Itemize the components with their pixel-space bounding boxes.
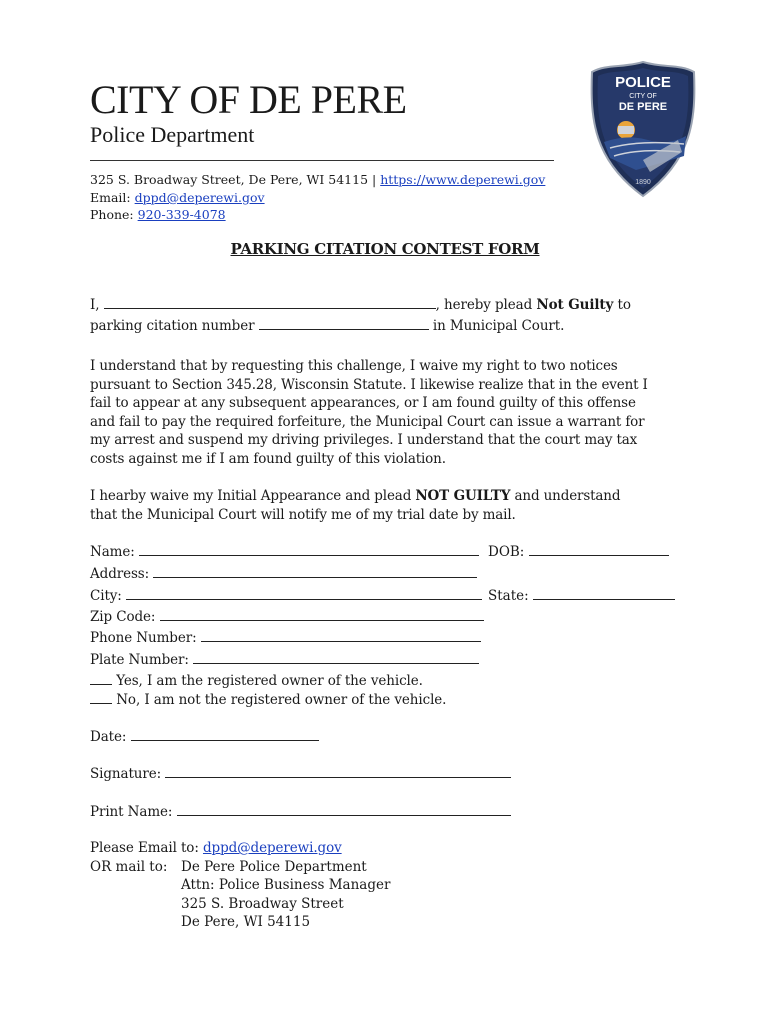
not-guilty-bold: NOT GUILTY — [415, 488, 511, 504]
seal-name: DE PERE — [618, 101, 668, 113]
state-label: State: — [488, 588, 533, 604]
signature-label: Signature: — [90, 766, 166, 782]
city-blank[interactable] — [126, 587, 482, 600]
plea-text: , hereby plead — [435, 297, 537, 313]
initial-appearance-end: and understand — [510, 488, 621, 504]
phone-label: Phone: — [90, 207, 138, 222]
plate-field — [90, 651, 479, 668]
owner-no-blank[interactable] — [90, 691, 112, 704]
not-guilty-text: Not Guilty — [536, 297, 614, 313]
signature-blank[interactable] — [165, 765, 511, 778]
seal-city-of: CITY OF — [629, 93, 657, 100]
plea-line-2 — [90, 317, 564, 334]
phone-link[interactable]: 920-339-4078 — [137, 207, 226, 222]
initial-appearance-line — [90, 487, 690, 506]
waiver-line: fail to appear at any subsequent appearances, or I am found guilty of this offense — [90, 395, 636, 412]
phone-blank[interactable] — [201, 629, 481, 642]
dob-blank[interactable] — [529, 543, 669, 556]
header-email-link[interactable]: dppd@deperewi.gov — [134, 190, 265, 205]
mail-line-department: De Pere Police Department — [181, 859, 367, 875]
initial-appearance-paragraph — [90, 487, 690, 524]
mail-label: OR mail to: — [90, 859, 168, 875]
signature-field — [90, 765, 511, 782]
date-blank[interactable] — [131, 728, 319, 741]
email-instructions — [90, 840, 342, 856]
address-label: Address: — [90, 566, 154, 582]
phone-line — [90, 207, 226, 222]
city-field — [90, 587, 482, 604]
address-line — [90, 172, 545, 187]
mail-line-city: De Pere, WI 54115 — [181, 914, 311, 930]
form-title: PARKING CITATION CONTEST FORM — [230, 240, 540, 258]
seal-year: 1890 — [635, 179, 651, 186]
waiver-line: pursuant to Section 345.28, Wisconsin Statute. I likewise realize that in the event I — [90, 376, 648, 393]
owner-yes-option — [90, 672, 423, 689]
date-field — [90, 728, 319, 745]
plea-name-blank[interactable] — [104, 296, 436, 309]
print-name-field — [90, 803, 511, 820]
owner-no-label: No, I am not the registered owner of the vehicle. — [116, 692, 447, 708]
name-blank[interactable] — [139, 543, 479, 556]
state-field — [488, 587, 675, 604]
municipal-court-text: in Municipal Court. — [428, 318, 565, 334]
email-line — [90, 190, 265, 205]
phone-field-label: Phone Number: — [90, 630, 201, 646]
mail-line-attn: Attn: Police Business Manager — [181, 877, 391, 893]
plea-prefix: I, — [90, 297, 104, 313]
owner-no-option — [90, 691, 446, 708]
date-label: Date: — [90, 729, 131, 745]
waiver-paragraph — [90, 357, 690, 469]
address-text: 325 S. Broadway Street, De Pere, WI 54115 | — [90, 172, 381, 187]
page-title: CITY OF DE PERE — [90, 77, 407, 122]
dob-label: DOB: — [488, 544, 529, 560]
name-label: Name: — [90, 544, 139, 560]
waiver-line: and fail to pay the required forfeiture, the Municipal Court can issue a warrant for — [90, 413, 645, 430]
police-badge-logo — [588, 60, 698, 200]
owner-yes-label: Yes, I am the registered owner of the vehicle. — [116, 673, 423, 689]
department-subtitle: Police Department — [90, 122, 255, 147]
zip-blank[interactable] — [160, 608, 484, 621]
mail-line-street: 325 S. Broadway Street — [181, 896, 344, 912]
plate-label: Plate Number: — [90, 652, 193, 668]
state-blank[interactable] — [533, 587, 675, 600]
print-name-label: Print Name: — [90, 804, 177, 820]
citation-number-blank[interactable] — [259, 317, 429, 330]
trial-notice-line: that the Municipal Court will notify me of my trial date by mail. — [90, 506, 516, 523]
address-field — [90, 565, 477, 582]
city-label: City: — [90, 588, 126, 604]
address-blank[interactable] — [153, 565, 477, 578]
plea-line-1 — [90, 296, 631, 313]
owner-yes-blank[interactable] — [90, 672, 112, 685]
initial-appearance-text: I hearby waive my Initial Appearance and plead — [90, 488, 416, 504]
citation-number-label: parking citation number — [90, 318, 259, 334]
dob-field — [488, 543, 669, 560]
seal-top-text: POLICE — [615, 74, 671, 91]
phone-field — [90, 629, 481, 646]
form-email-link[interactable]: dppd@deperewi.gov — [202, 840, 342, 856]
plate-blank[interactable] — [193, 651, 479, 664]
email-label: Email: — [90, 190, 135, 205]
website-link[interactable]: https://www.deperewi.gov — [380, 172, 546, 187]
name-field — [90, 543, 479, 560]
zip-field — [90, 608, 484, 625]
zip-label: Zip Code: — [90, 609, 160, 625]
print-name-blank[interactable] — [177, 803, 511, 816]
header-divider — [90, 160, 554, 161]
waiver-line: I understand that by requesting this challenge, I waive my right to two notices — [90, 358, 618, 374]
plea-suffix: to — [613, 297, 631, 313]
waiver-line: costs against me if I am found guilty of this violation. — [90, 450, 446, 467]
email-instruction-label: Please Email to: — [90, 840, 203, 856]
waiver-line: my arrest and suspend my driving privileges. I understand that the court may tax — [90, 432, 638, 449]
